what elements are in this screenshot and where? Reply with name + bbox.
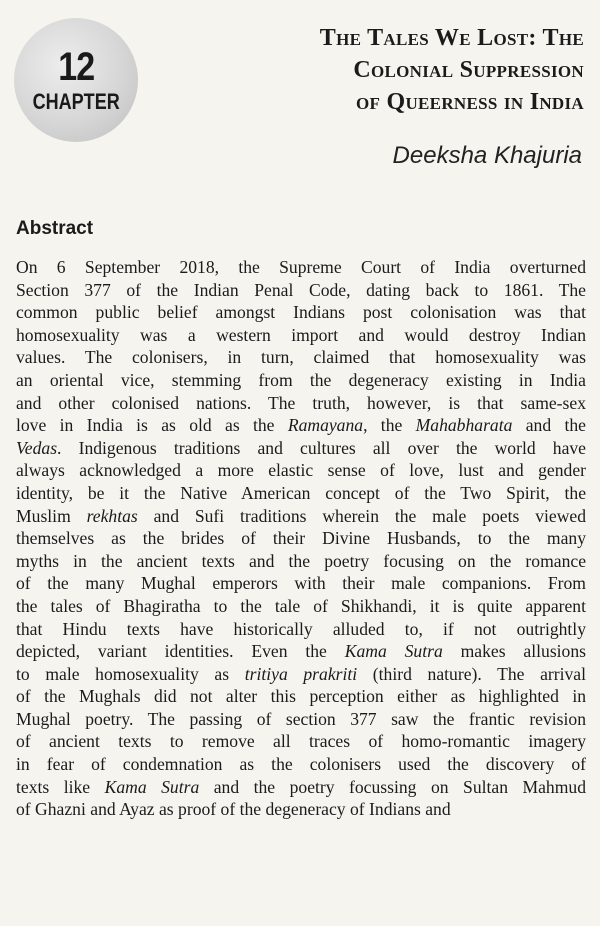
text-run: themselves as the brides of their Divine Husbands, to the many — [16, 528, 586, 549]
abstract-line — [16, 618, 586, 641]
text-run: and the poetry focussing on Sultan Mahmud — [199, 776, 587, 797]
chapter-number: 12 — [57, 45, 95, 89]
text-run: Muslim — [16, 505, 87, 526]
abstract-line — [16, 753, 586, 776]
abstract-line — [16, 437, 586, 460]
text-run: love in India is as old as the — [16, 415, 288, 436]
text-run: identity, be it the Native American concept of the Two Spirit, the — [16, 482, 586, 503]
chapter-label: CHAPTER — [32, 89, 120, 114]
italic-term: tritiya prakriti — [244, 663, 358, 684]
abstract-line — [16, 459, 586, 482]
abstract-heading: Abstract — [16, 218, 94, 239]
text-run: to male homosexuality as — [16, 663, 245, 684]
title-line: The Tales We Lost: The — [319, 25, 584, 51]
abstract-line — [16, 414, 586, 437]
abstract-line — [16, 324, 586, 347]
abstract-line — [16, 256, 586, 279]
text-run: and Sufi traditions wherein the male poets viewed — [137, 505, 587, 526]
italic-term: Ramayana — [287, 415, 364, 436]
text-run: Mughal poetry. The passing of section 377 saw the frantic revision — [16, 708, 586, 729]
abstract-line — [16, 346, 586, 369]
italic-term: Vedas — [16, 437, 58, 458]
italic-term: Kama Sutra — [344, 641, 443, 662]
text-run: and the — [512, 415, 586, 436]
title-line: of Queerness in India — [355, 89, 584, 115]
italic-term: rekhtas — [86, 505, 138, 526]
title-line: Colonial Suppression — [353, 57, 584, 83]
text-run: Section 377 of the Indian Penal Code, dating back to 1861. The — [16, 279, 586, 300]
text-run: On 6 September 2018, the Supreme Court of India overturned — [16, 257, 586, 277]
abstract-line — [16, 730, 586, 753]
abstract-line — [16, 550, 586, 573]
abstract-line — [16, 663, 586, 686]
text-run: makes allusions — [442, 641, 586, 662]
text-run: myths in the ancient texts and the poetry focusing on the romance — [16, 550, 586, 571]
abstract-line — [16, 595, 586, 618]
abstract-line — [16, 708, 586, 731]
abstract-line — [16, 640, 586, 663]
text-run: and other colonised nations. The truth, however, is that same-sex — [16, 392, 586, 413]
text-run: texts like — [16, 776, 105, 797]
text-run: an oriental vice, stemming from the degeneracy existing in India — [16, 369, 586, 390]
text-run: depicted, variant identities. Even the — [16, 641, 345, 662]
chapter-title — [184, 22, 584, 118]
chapter-badge — [14, 18, 138, 142]
text-run: values. The colonisers, in turn, claimed that homosexuality was — [16, 347, 586, 368]
text-run: of Ghazni and Ayaz as proof of the degeneracy of Indians and — [16, 799, 451, 820]
abstract-line — [16, 527, 586, 550]
abstract-line — [16, 392, 586, 415]
text-run: in fear of condemnation as the colonisers used the discovery of — [16, 754, 586, 775]
text-run: common public belief amongst Indians post colonisation was that — [16, 302, 586, 323]
abstract-line — [16, 776, 586, 799]
abstract-line — [16, 369, 586, 392]
abstract-line — [16, 301, 586, 324]
abstract-line — [16, 798, 586, 821]
text-run: (third nature). The arrival — [357, 663, 586, 684]
author-name: Deeksha Khajuria — [392, 142, 582, 169]
text-run: . Indigenous traditions and cultures all over the world have — [57, 437, 586, 458]
text-run: of ancient texts to remove all traces of homo-romantic imagery — [16, 731, 586, 752]
italic-term: Kama Sutra — [104, 776, 200, 797]
text-run: homosexuality was a western import and would destroy Indian — [16, 324, 586, 345]
abstract-line — [16, 279, 586, 302]
text-run: , the — [363, 415, 416, 436]
text-run: the tales of Bhagiratha to the tale of Shikhandi, it is quite apparent — [16, 595, 586, 616]
abstract-line — [16, 482, 586, 505]
italic-term: Mahabharata — [415, 415, 513, 436]
text-run: of the many Mughal emperors with their male companions. From — [16, 573, 586, 594]
text-run: always acknowledged a more elastic sense of love, lust and gender — [16, 460, 586, 481]
abstract-line — [16, 572, 586, 595]
abstract-line — [16, 505, 586, 528]
abstract-body — [16, 256, 586, 821]
text-run: of the Mughals did not alter this perception either as highlighted in — [16, 686, 586, 707]
text-run: that Hindu texts have historically alluded to, if not outrightly — [16, 618, 586, 639]
abstract-line — [16, 685, 586, 708]
